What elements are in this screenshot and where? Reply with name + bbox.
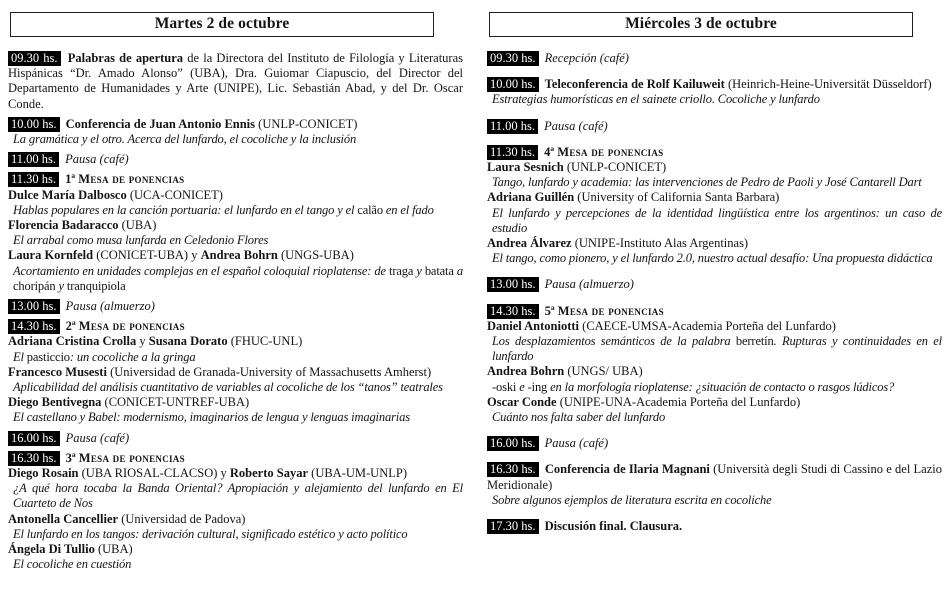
time-badge: 10.00 hs. — [487, 77, 539, 92]
heading-segment: 2ª — [65, 319, 79, 334]
title-segment: El — [13, 349, 27, 364]
title-segment: El cocoliche en cuestión — [13, 557, 132, 572]
talk-title — [8, 527, 463, 542]
heading-segment: 3ª — [65, 450, 79, 465]
title-segment: Hablas populares en la canción portuaria: el lunfardo en el tango y el — [13, 202, 358, 217]
speaker-line — [8, 512, 463, 527]
talk-title — [487, 92, 942, 107]
time-badge: 10.00 hs. — [8, 117, 60, 132]
time-badge: 16.00 hs. — [487, 436, 539, 451]
speaker-segment: Andrea Álvarez — [487, 236, 572, 251]
time-badge: 17.30 hs. — [487, 519, 539, 534]
heading-segment: Conferencia de Juan Antonio Ennis — [65, 116, 256, 131]
heading-segment: Teleconferencia de Rolf Kailuweit — [544, 77, 725, 92]
entry-heading — [487, 436, 942, 451]
speaker-line — [487, 364, 942, 379]
talk-title — [8, 233, 463, 248]
time-badge: 16.30 hs. — [8, 451, 60, 466]
schedule-entry — [8, 51, 463, 112]
title-segment: choripán — [13, 278, 56, 293]
talk-title — [8, 380, 463, 395]
schedule-entry — [8, 117, 463, 147]
day-entries — [8, 51, 463, 573]
schedule-entry — [487, 77, 942, 107]
heading-segment: Pausa (almuerzo) — [65, 299, 155, 314]
time-badge: 11.30 hs. — [8, 172, 59, 187]
speaker-segment: (CONICET-UNTREF-UBA) — [101, 395, 250, 410]
title-segment: . Rupturas y continuidades en el lunfardo — [492, 334, 943, 364]
title-segment: en el fado — [382, 202, 434, 217]
speaker-segment: Diego Bentivegna — [8, 395, 102, 410]
heading-segment: Palabras de apertura — [67, 51, 184, 65]
speaker-segment: y — [136, 334, 149, 349]
speaker-segment: Laura Kornfeld — [8, 248, 94, 263]
talk-title — [8, 132, 463, 147]
heading-segment: Pausa (café) — [544, 436, 609, 451]
schedule-entry — [487, 145, 942, 267]
day-header-box — [10, 12, 434, 37]
schedule-entry — [8, 299, 463, 314]
day-header-box — [489, 12, 913, 37]
heading-segment: Mesa de ponencias — [78, 172, 185, 187]
entry-heading — [487, 145, 942, 160]
schedule-entry — [487, 519, 942, 534]
talk-title — [8, 481, 463, 511]
schedule-entry — [8, 172, 463, 294]
time-badge: 11.30 hs. — [487, 145, 538, 160]
schedule-entry — [487, 119, 942, 134]
title-segment: Cuánto nos falta saber del lunfardo — [492, 410, 666, 425]
heading-segment: Mesa de ponencias — [78, 319, 185, 334]
talk-title — [487, 334, 942, 364]
entry-heading — [487, 304, 942, 319]
entry-heading — [487, 119, 942, 134]
speaker-line — [8, 218, 463, 233]
day-title: Martes 2 de octubre — [154, 15, 290, 32]
speaker-line — [8, 188, 463, 203]
title-segment: berretín — [735, 334, 774, 349]
speaker-segment: Andrea Bohrn — [200, 248, 278, 263]
title-segment: y — [55, 278, 67, 293]
title-segment: El arrabal como musa lunfarda en Celedonio Flores — [13, 233, 269, 248]
schedule-entry — [8, 431, 463, 446]
title-segment: traga — [389, 263, 414, 278]
speaker-segment: Ángela Di Tullio — [8, 542, 95, 557]
schedule-entry — [487, 51, 942, 66]
title-segment: El tango, como pionero, y el lunfardo 2.0, nuestro actual desafío: Una propuesta didáctica — [492, 251, 933, 266]
title-segment: Los desplazamientos semánticos de la palabra — [492, 334, 736, 349]
schedule-entry — [487, 277, 942, 292]
speaker-line — [487, 395, 942, 410]
day-column-miercoles — [487, 12, 942, 573]
speaker-segment: (UCA-CONICET) — [126, 187, 223, 202]
entry-heading — [487, 519, 942, 534]
entry-heading — [8, 431, 463, 446]
speaker-segment: (Universidad de Granada-University of Massachusetts Amherst) — [106, 364, 432, 379]
speaker-segment: (UBA-UM-UNLP) — [308, 466, 407, 481]
time-badge: 09.30 hs. — [487, 51, 539, 66]
title-segment: El lunfardo en los tangos: derivación cultural, significado estético y acto político — [13, 526, 408, 541]
speaker-segment: (University of California Santa Barbara) — [574, 190, 780, 205]
speaker-line — [487, 236, 942, 251]
heading-segment: Conferencia de Ilaria Magnani — [544, 462, 710, 477]
day-entries — [487, 51, 942, 534]
heading-segment: Discusión final. Clausura. — [544, 519, 683, 534]
speaker-segment: (Universidad de Padova) — [118, 511, 246, 526]
title-segment: calão — [357, 202, 383, 217]
day-title: Miércoles 3 de octubre — [625, 15, 777, 32]
title-segment: en la morfología rioplatense: ¿situación de contacto o rasgos lúdicos? — [547, 379, 895, 394]
speaker-segment: Florencia Badaracco — [8, 218, 119, 233]
schedule-entry — [487, 304, 942, 426]
time-badge: 09.30 hs. — [8, 51, 61, 66]
schedule-entry — [8, 451, 463, 573]
title-segment: Aplicabilidad del análisis cuantitativo de variables al cocoliche de los “tanos” teatrales — [13, 380, 443, 395]
speaker-line — [8, 334, 463, 349]
entry-heading — [8, 451, 463, 466]
title-segment: e — [516, 379, 528, 394]
speaker-segment: Diego Rosain — [8, 466, 79, 481]
title-segment: El castellano y Babel: modernismo, imaginarios de lengua y lenguas imaginarias — [13, 410, 410, 425]
speaker-segment: (UBA) — [118, 218, 157, 233]
speaker-segment: (CAECE-UMSA-Academia Porteña del Lunfardo) — [579, 318, 836, 333]
talk-title — [487, 493, 942, 508]
heading-segment: Pausa (café) — [65, 152, 129, 167]
talk-title — [487, 380, 942, 395]
speaker-segment: Adriana Guillén — [487, 190, 575, 205]
entry-heading — [8, 117, 463, 132]
time-badge: 14.30 hs. — [487, 304, 539, 319]
talk-title — [487, 251, 942, 266]
speaker-segment: (UBA) — [94, 542, 133, 557]
schedule-entry — [487, 436, 942, 451]
title-segment: La gramática y el otro. Acerca del lunfardo, el cocoliche y la inclusión — [13, 132, 357, 147]
speaker-segment: Oscar Conde — [487, 394, 557, 409]
heading-segment: 1ª — [65, 172, 79, 187]
entry-heading — [8, 172, 463, 187]
speaker-segment: (UNGS/ UBA) — [564, 364, 643, 379]
entry-heading — [8, 152, 463, 167]
heading-segment: Mesa de ponencias — [557, 303, 664, 318]
title-segment: -ing — [527, 379, 548, 394]
speaker-line — [487, 319, 942, 334]
time-badge: 14.30 hs. — [8, 319, 60, 334]
entry-heading — [8, 51, 463, 112]
speaker-segment: Dulce María Dalbosco — [8, 187, 127, 202]
title-segment: Acortamiento en unidades complejas en el español coloquial rioplatense: de — [13, 263, 389, 278]
talk-title — [487, 175, 942, 190]
title-segment: -oski — [492, 379, 517, 394]
heading-segment: Pausa (café) — [544, 118, 608, 133]
title-segment: Estrategias humorísticas en el sainete criollo. Cocoliche y lunfardo — [492, 92, 820, 107]
title-segment: tranquipiola — [66, 278, 126, 293]
heading-segment: de la Directora del Instituto de Filología y Literaturas Hispánicas “Dr. Amado Alonso” (UBA), Dra. Guiomar Ciapuscio, del Director del Departamento de Humanidades y Arte (UNIPE), Lic. Sebastián Abad, y del Dr. Oscar Conde. — [8, 51, 464, 111]
talk-title — [8, 264, 463, 294]
time-badge: 13.00 hs. — [487, 277, 539, 292]
speaker-line — [8, 542, 463, 557]
heading-segment: (UNLP-CONICET) — [255, 116, 358, 131]
entry-heading — [487, 277, 942, 292]
schedule-entry — [8, 319, 463, 425]
time-badge: 11.00 hs. — [487, 119, 538, 134]
speaker-segment: Laura Sesnich — [487, 160, 564, 175]
entry-heading — [487, 462, 942, 492]
speaker-line — [8, 395, 463, 410]
title-segment: ¿A qué hora tocaba la Banda Oriental? Apropiación y alejamiento del lunfardo en El Cuarteto de Nos — [13, 481, 463, 511]
speaker-segment: (CONICET-UBA) y — [93, 248, 201, 263]
talk-title — [8, 557, 463, 572]
heading-segment: Recepción (café) — [544, 51, 629, 65]
talk-title — [487, 410, 942, 425]
speaker-segment: Antonella Cancellier — [8, 511, 119, 526]
entry-heading — [8, 299, 463, 314]
entry-heading — [487, 77, 942, 92]
speaker-line — [8, 466, 463, 481]
talk-title — [487, 206, 942, 236]
entry-heading — [487, 51, 942, 66]
speaker-line — [487, 190, 942, 205]
speaker-segment: Susana Dorato — [148, 334, 228, 349]
schedule-entry — [8, 152, 463, 167]
speaker-line — [8, 365, 463, 380]
title-segment: batata — [424, 263, 454, 278]
speaker-segment: Adriana Cristina Crolla — [8, 334, 137, 349]
title-segment: Sobre algunos ejemplos de literatura escrita en cocoliche — [492, 492, 772, 507]
heading-segment: Mesa de ponencias — [78, 450, 185, 465]
speaker-line — [8, 248, 463, 263]
title-segment: El lunfardo y percepciones de la identidad lingüística entre los argentinos: un caso de estudio — [492, 205, 942, 235]
speaker-segment: (UNLP-CONICET) — [563, 160, 667, 175]
speaker-segment: (UNGS-UBA) — [277, 248, 354, 263]
heading-segment: 4ª — [544, 144, 558, 159]
day-column-martes — [8, 12, 463, 573]
speaker-segment: (UBA RIOSAL-CLACSO) y — [78, 466, 230, 481]
talk-title — [8, 350, 463, 365]
title-segment: y — [413, 263, 425, 278]
title-segment: a — [453, 263, 463, 278]
heading-segment: 5ª — [544, 303, 558, 318]
heading-segment: Pausa (almuerzo) — [544, 277, 634, 292]
speaker-segment: (UNIPE-UNA-Academia Porteña del Lunfardo) — [556, 394, 801, 409]
time-badge: 11.00 hs. — [8, 152, 59, 167]
heading-segment: Mesa de ponencias — [557, 144, 664, 159]
speaker-segment: Andrea Bohrn — [487, 364, 565, 379]
time-badge: 16.30 hs. — [487, 462, 539, 477]
speaker-line — [487, 160, 942, 175]
talk-title — [8, 410, 463, 425]
speaker-segment: Francesco Musesti — [8, 364, 107, 379]
heading-segment: Pausa (café) — [65, 430, 130, 445]
heading-segment: (Heinrich-Heine-Universität Düsseldorf) — [724, 77, 932, 92]
speaker-segment: Daniel Antoniotti — [487, 318, 580, 333]
title-segment: pasticcio — [26, 349, 70, 364]
entry-heading — [8, 319, 463, 334]
time-badge: 16.00 hs. — [8, 431, 60, 446]
heading-segment: (Università degli Studi di Cassino e del Lazio Meridionale) — [487, 462, 942, 492]
schedule-entry — [487, 462, 942, 508]
speaker-segment: (UNIPE-Instituto Alas Argentinas) — [571, 236, 749, 251]
time-badge: 13.00 hs. — [8, 299, 60, 314]
speaker-segment: Roberto Sayar — [229, 466, 309, 481]
title-segment: Tango, lunfardo y academia: las intervenciones de Pedro de Paoli y José Cantarell Dart — [492, 175, 922, 190]
title-segment: : un cocoliche a la gringa — [69, 349, 196, 364]
speaker-segment: (FHUC-UNL) — [227, 334, 303, 349]
talk-title — [8, 203, 463, 218]
